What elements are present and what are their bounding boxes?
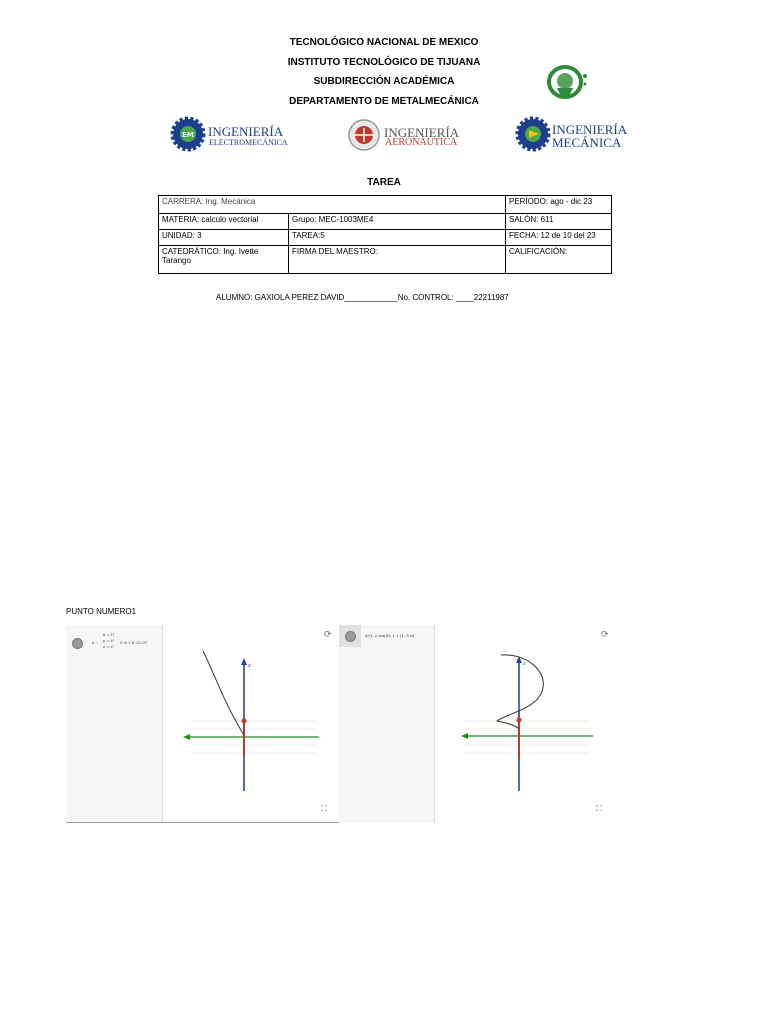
aero-seal-icon [346, 118, 382, 152]
visibility-toggle-2[interactable] [345, 631, 356, 642]
unidad-cell: UNIDAD: 3 [159, 230, 289, 246]
header-line-1: TECNOLÓGICO NACIONAL DE MEXICO [289, 37, 479, 48]
header-line-3: SUBDIRECCIÓN ACADÉMICA [313, 76, 455, 87]
logo-electro-bottom: ELECTROMECÁNICA [209, 138, 288, 147]
algebra-panel-2 [339, 625, 434, 823]
salon-cell: SALÓN: 611 [506, 214, 612, 230]
eq-prefix-1: a : [92, 640, 98, 645]
z-axis-arrow-1 [241, 658, 247, 665]
punto-label: PUNTO NUMERO1 [66, 607, 137, 616]
x-axis-arrow-1 [183, 734, 190, 740]
graph-3d-1 [163, 625, 339, 823]
logo-meca-bottom: MECÁNICA [552, 135, 622, 150]
periodo-cell: PERÍODO: ago - dic 23 [506, 196, 612, 214]
info-table [158, 195, 612, 274]
logo-meca-top: INGENIERÍA [552, 122, 628, 137]
graph-view-1[interactable] [163, 625, 339, 823]
firma-cell: FIRMA DEL MAESTRO: [289, 246, 506, 274]
logo-aero-top: INGENIERÍA [384, 125, 460, 140]
materia-cell: MATERIA: calculo vectorial [159, 214, 289, 230]
fullscreen-icon-2[interactable]: ⛶ [596, 804, 602, 813]
curve-1 [203, 651, 244, 735]
eq-range-1: 0 ≤ t ≤ 32.97 [120, 640, 148, 645]
gear-electro-icon [170, 116, 206, 152]
fullscreen-icon[interactable]: ⛶ [321, 804, 327, 813]
alumno-line: ALUMNO: GAXIOLA PEREZ DAVID____________No. CONTROL: ____22211987 [216, 293, 509, 302]
fecha-cell: FECHA: 12 de 10 del 23 [506, 230, 612, 246]
logo-aero-bottom: AERONÁUTICA [385, 137, 458, 148]
svg-text:EM: EM [182, 131, 194, 139]
graph-3d-2 [435, 625, 615, 823]
graph-view-2[interactable] [435, 625, 615, 823]
grid-lines-2 [465, 721, 591, 753]
refresh-icon-2[interactable]: ⟳ [601, 629, 609, 639]
grupo-cell: Grupo: MEC-1003ME4 [289, 214, 506, 230]
x-axis-arrow-2 [461, 733, 468, 739]
logo-electro-top: INGENIERÍA [208, 124, 284, 139]
catedratico-cell: CATEDRÁTICO: Ing. Ivette Tarango [159, 246, 289, 274]
tarea-cell: TAREA:5 [289, 230, 506, 246]
gear-meca-icon [515, 116, 551, 152]
tec-emblem-icon [543, 62, 591, 102]
page-title: TAREA [367, 177, 401, 188]
algebra-panel-1 [66, 625, 162, 823]
origin-point-1 [242, 719, 247, 724]
eq-2: a(t), 2 sen(t), t, t (1, 6 π) [365, 633, 415, 638]
refresh-icon[interactable]: ⟳ [324, 629, 332, 639]
origin-point-2 [517, 718, 522, 723]
z-label-2: z [523, 661, 526, 667]
header-line-4: DEPARTAMENTO DE METALMECÁNICA [289, 96, 479, 107]
carrera-cell: CARRERA: Ing. Mecánica [159, 196, 506, 214]
z-label-1: z [248, 663, 251, 669]
eq-system-1: x = t³ y = t² z = t² [103, 632, 115, 649]
calificacion-cell: CALIFICACIÓN: [506, 246, 612, 274]
header-line-2: INSTITUTO TECNOLÓGICO DE TIJUANA [287, 57, 481, 68]
panel-1-bottom-border [66, 822, 339, 823]
visibility-toggle-1[interactable] [72, 638, 83, 649]
